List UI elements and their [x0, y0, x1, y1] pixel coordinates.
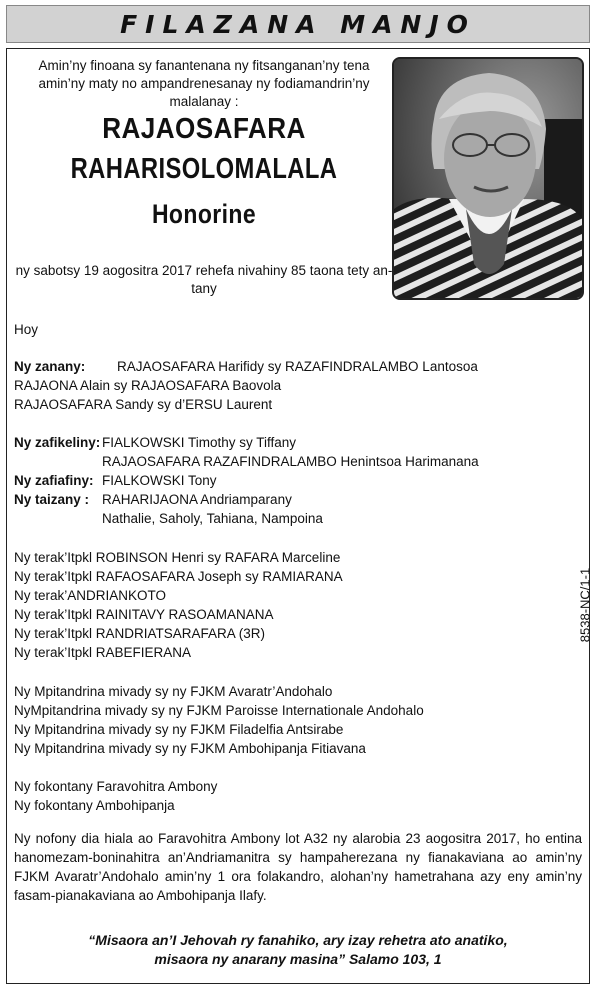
zafiafiny-label: Ny zafiafiny:: [14, 473, 94, 488]
notice-title: FILAZANA MANJO: [120, 9, 476, 39]
zafiafiny-line-1: FIALKOWSKI Tony: [102, 473, 217, 488]
notice-header: [6, 5, 590, 43]
fokontany-line: Ny fokontany Faravohitra Ambony: [14, 779, 218, 794]
zafikeliny-line-2: RAJAOSAFARA RAZAFINDRALAMBO Henintsoa Harimanana: [102, 454, 479, 469]
zafikeliny-line-1: FIALKOWSKI Timothy sy Tiffany: [102, 435, 297, 450]
deceased-surname-1: RAJAOSAFARA: [102, 113, 306, 145]
sibling-line: Ny terak’Itpkl RANDRIATSARAFARA (3R): [14, 626, 266, 641]
portrait-photo: [392, 57, 584, 300]
sibling-line: Ny terak’Itpkl RAINITAVY RASOAMANANA: [14, 607, 274, 622]
quote-line-2: misaora ny anarany masina” Salamo 103, 1: [154, 951, 442, 967]
sibling-line: Ny terak’Itpkl RABEFIERANA: [14, 645, 192, 660]
sibling-line: Ny terak’Itpkl ROBINSON Henri sy RAFARA Marceline: [14, 550, 341, 565]
zafikeliny-label: Ny zafikeliny:: [14, 435, 101, 450]
taizany-line-1: RAHARIJAONA Andriamparany: [102, 492, 292, 507]
church-line: Ny Mpitandrina mivady sy ny FJKM Avaratr’Andohalo: [14, 684, 333, 699]
taizany-label: Ny taizany :: [14, 492, 90, 507]
quote-line-1: “Misaora an’I Jehovah ry fanahiko, ary izay rehetra ato anatiko,: [88, 932, 508, 948]
sibling-line: Ny terak’ANDRIANKOTO: [14, 588, 167, 603]
fokontany-line: Ny fokontany Ambohipanja: [14, 798, 175, 813]
zanany-line-3: RAJAOSAFARA Sandy sy d’ERSU Laurent: [14, 397, 273, 412]
intro-text: Amin’ny finoana sy fanantenana ny fitsanganan’ny tena amin’ny maty no ampandrenesanay ny fodiamandrin’ny malalanay :: [38, 58, 370, 109]
deceased-surname-2: RAHARISOLOMALALA: [70, 153, 338, 185]
zanany-label: Ny zanany:: [14, 359, 86, 374]
zanany-line-2: RAJAONA Alain sy RAJAOSAFARA Baovola: [14, 378, 282, 393]
burial-paragraph: Ny nofony dia hiala ao Faravohitra Ambony lot A32 ny alarobia 23 aogositra 2017, ho entina hanomezam-boninahitra an’Andriamanitra sy hampaherezana ny fianakaviana ao amin’ny FJKM Avaratr’Andohalo amin’ny 1 ora folakandro, alohan’ny hametrahana azy eny amin’ny fasam-pianakaviana ao Ambohipanja Ilafy.: [14, 831, 582, 903]
church-line: Ny Mpitandrina mivady sy ny FJKM Ambohipanja Fitiavana: [14, 741, 366, 756]
hoy-label: Hoy: [14, 322, 39, 337]
deceased-first-name: Honorine: [151, 199, 257, 229]
church-line: Ny Mpitandrina mivady sy ny FJKM Filadelfia Antsirabe: [14, 722, 344, 737]
zanany-line-1: RAJAOSAFARA Harifidy sy RAZAFINDRALAMBO Lantosoa: [117, 359, 478, 374]
bible-quote: [14, 931, 582, 969]
death-notice: ny sabotsy 19 aogositra 2017 rehefa nivahiny 85 taona tety an-tany: [15, 263, 393, 296]
taizany-line-2: Nathalie, Saholy, Tahiana, Nampoina: [102, 511, 323, 526]
reference-code: 8538-NC/1-1: [577, 567, 593, 643]
church-line: NyMpitandrina mivady sy ny FJKM Paroisse Internationale Andohalo: [14, 703, 424, 718]
portrait-image: [394, 59, 582, 298]
sibling-line: Ny terak’Itpkl RAFAOSAFARA Joseph sy RAMIARANA: [14, 569, 343, 584]
